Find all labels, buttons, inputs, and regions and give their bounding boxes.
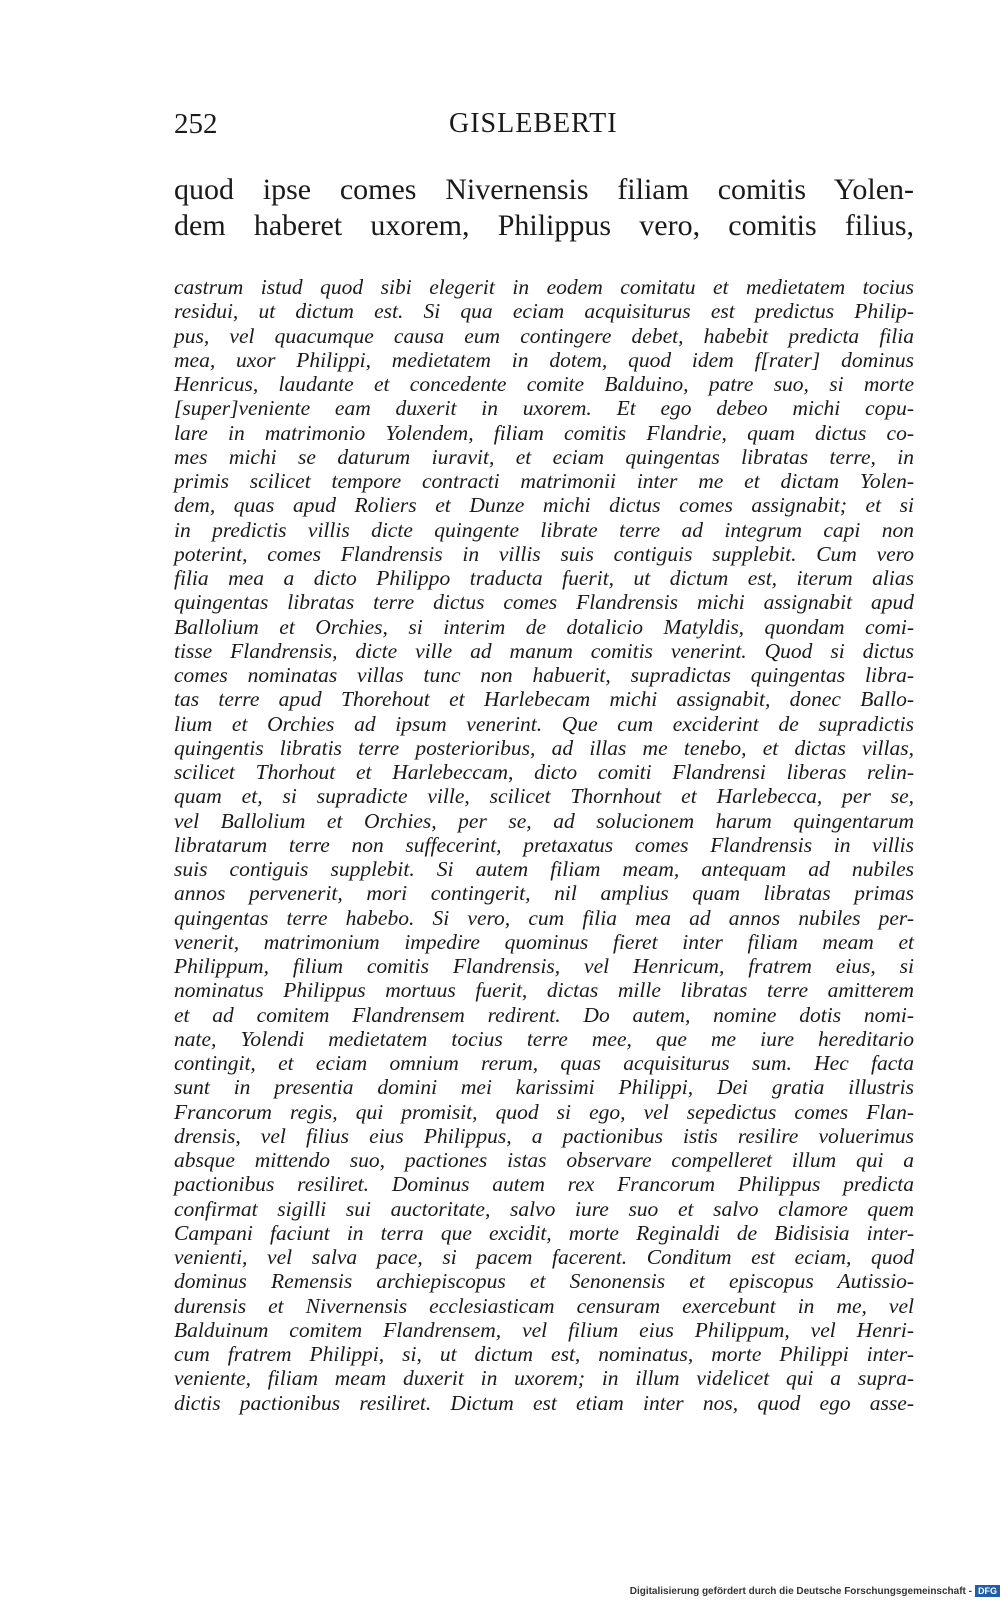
text-line: nate, Yolendi medietatem tocius terre mee, que me iure hereditario <box>174 1026 914 1051</box>
text-line: quod ipse comes Nivernensis filiam comitis Yolen- <box>174 173 914 206</box>
text-line: mes michi se daturum iuravit, et eciam quingentas libratas terre, in <box>174 444 914 469</box>
text-line: Francorum regis, qui promisit, quod si ego, vel sepedictus comes Flan- <box>174 1099 914 1124</box>
text-line: confirmat sigilli sui auctoritate, salvo iure suo et salvo clamore quem <box>174 1196 914 1221</box>
text-line: in predictis villis dicte quingente librate terre ad integrum capi non <box>174 517 914 542</box>
quoted-charter-text <box>174 275 914 1415</box>
text-line: dominus Remensis archiepiscopus et Senonensis et episcopus Autissio- <box>174 1269 914 1294</box>
text-line: [super]veniente eam duxerit in uxorem. Et ego debeo michi copu- <box>174 396 914 421</box>
digitization-footer <box>630 1583 1000 1599</box>
text-line: quam et, si supradicte ville, scilicet Thornhout et Harlebecca, per se, <box>174 784 914 809</box>
text-line: contingit, et eciam omnium rerum, quas acquisiturus sum. Hec facta <box>174 1051 914 1075</box>
text-line: comes nominatas villas tunc non habuerit, supradictas quingentas libra- <box>174 663 914 687</box>
dfg-logo: DFG <box>975 1585 1000 1597</box>
text-line: quingentas terre habebo. Si vero, cum filia mea ad annos nubiles per- <box>174 905 914 930</box>
page-number: 252 <box>174 108 218 140</box>
text-line: castrum istud quod sibi elegerit in eodem comitatu et medietatem tocius <box>174 275 914 299</box>
text-line: dictis pactionibus resiliret. Dictum est etiam inter nos, quod ego asse- <box>174 1390 914 1415</box>
text-line: filia mea a dicto Philippo traducta fuerit, ut dictum est, iterum alias <box>174 566 914 590</box>
text-line: Henricus, laudante et concedente comite Balduino, patre suo, si morte <box>174 372 914 396</box>
text-line: cum fratrem Philippi, si, ut dictum est, nominatus, morte Philippi inter- <box>174 1342 914 1366</box>
text-line: venienti, vel salva pace, si pacem facerent. Conditum est eciam, quod <box>174 1245 914 1269</box>
text-line: quingentis libratis terre posterioribus, ad illas me tenebo, et dictas villas, <box>174 735 914 760</box>
text-line: primis scilicet tempore contracti matrimonii inter me et dictam Yolen- <box>174 469 914 493</box>
text-line: et ad comitem Flandrensem redirent. Do autem, nomine dotis nomi- <box>174 1002 914 1027</box>
text-line: tas terre apud Thorehout et Harlebecam michi assignabit, donec Ballo- <box>174 687 914 712</box>
running-head: GISLEBERTI <box>449 108 618 139</box>
text-line: drensis, vel filius eius Philippus, a pactionibus istis resilire voluerimus <box>174 1123 914 1148</box>
text-line: pactionibus resiliret. Dominus autem rex Francorum Philippus predicta <box>174 1172 914 1197</box>
text-line: dem haberet uxorem, Philippus vero, comitis filius, <box>174 209 914 242</box>
page-header <box>174 108 910 148</box>
text-line: Campani faciunt in terra que excidit, morte Reginaldi de Bidisisia inter- <box>174 1220 914 1245</box>
text-line: Ballolium et Orchies, si interim de dotalicio Matyldis, quondam comi- <box>174 614 914 639</box>
text-line: absque mittendo suo, pactiones istas observare compelleret illum qui a <box>174 1148 914 1172</box>
text-line: veniente, filiam meam duxerit in uxorem; in illum videlicet qui a supra- <box>174 1366 914 1391</box>
text-line: Philippum, filium comitis Flandrensis, vel Henricum, fratrem eius, si <box>174 954 914 978</box>
text-line: scilicet Thorhout et Harlebeccam, dicto comiti Flandrensi liberas relin- <box>174 760 914 784</box>
text-line: poterint, comes Flandrensis in villis suis contiguis supplebit. Cum vero <box>174 541 914 566</box>
text-line: vel Ballolium et Orchies, per se, ad solucionem harum quingentarum <box>174 808 914 833</box>
text-line: pus, vel quacumque causa eum contingere debet, habebit predicta filia <box>174 323 914 348</box>
text-line: suis contiguis supplebit. Si autem filiam meam, antequam ad nubiles <box>174 857 914 881</box>
footer-credit: Digitalisierung gefördert durch die Deutsche Forschungsgemeinschaft - <box>629 1585 972 1597</box>
text-line: libratarum terre non suffecerint, pretaxatus comes Flandrensis in villis <box>174 832 914 857</box>
text-line: lium et Orchies ad ipsum venerint. Que cum exciderint de supradictis <box>174 711 914 736</box>
main-text-block <box>174 172 914 244</box>
text-line: dem, quas apud Roliers et Dunze michi dictus comes assignabit; et si <box>174 493 914 518</box>
text-line: annos pervenerit, mori contingerit, nil amplius quam libratas primas <box>174 881 914 906</box>
text-line: durensis et Nivernensis ecclesiasticam censuram exercebunt in me, vel <box>174 1293 914 1318</box>
text-line: Balduinum comitem Flandrensem, vel filium eius Philippum, vel Henri- <box>174 1317 914 1342</box>
text-line: mea, uxor Philippi, medietatem in dotem, quod idem f[rater] dominus <box>174 347 914 372</box>
text-line: tisse Flandrensis, dicte ville ad manum comitis venerint. Quod si dictus <box>174 638 914 663</box>
text-line: sunt in presentia domini mei karissimi Philippi, Dei gratia illustris <box>174 1075 914 1100</box>
text-line: residui, ut dictum est. Si qua eciam acquisiturus est predictus Philip- <box>174 299 914 324</box>
text-line: venerit, matrimonium impedire quominus fieret inter filiam meam et <box>174 929 914 954</box>
text-line: lare in matrimonio Yolendem, filiam comitis Flandrie, quam dictus co- <box>174 420 914 445</box>
text-line: nominatus Philippus mortuus fuerit, dictas mille libratas terre amitterem <box>174 978 914 1003</box>
text-line: quingentas libratas terre dictus comes Flandrensis michi assignabit apud <box>174 590 914 615</box>
